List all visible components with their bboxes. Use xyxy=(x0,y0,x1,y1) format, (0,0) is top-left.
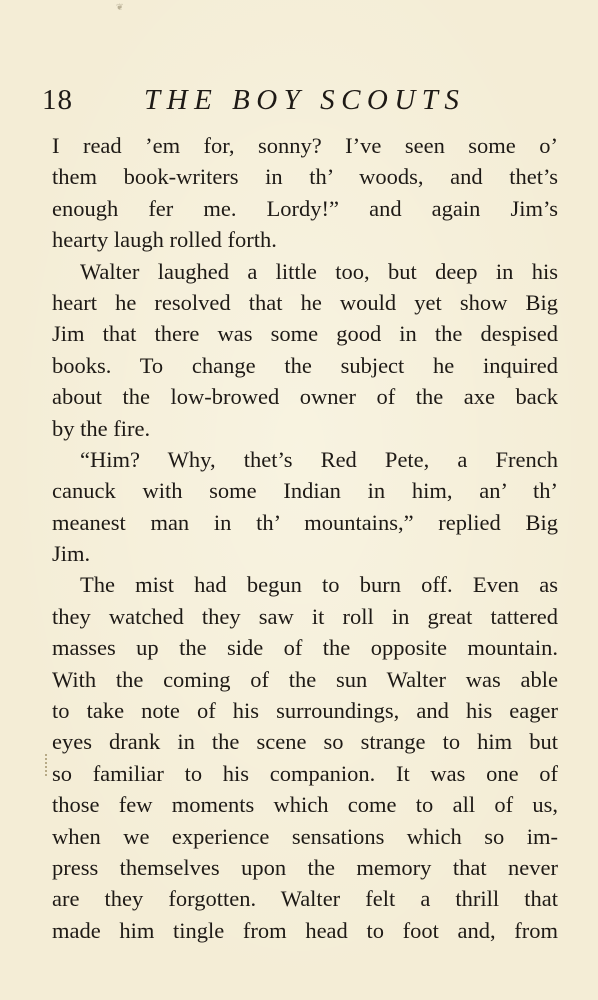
margin-mark xyxy=(45,754,51,776)
text-line: enough fer me. Lordy!” and again Jim’s xyxy=(52,195,558,221)
text-line: made him tingle from head to foot and, from xyxy=(52,917,558,943)
text-line: eyes drank in the scene so strange to him but xyxy=(52,729,558,755)
text-line: so familiar to his companion. It was one of xyxy=(52,760,558,786)
text-line: press themselves upon the memory that never xyxy=(52,854,558,880)
text-line: canuck with some Indian in him, an’ th’ xyxy=(52,478,558,504)
text-line: masses up the side of the opposite mountain. xyxy=(52,635,558,661)
text-line: heart he resolved that he would yet show Big xyxy=(52,289,558,315)
text-line: those few moments which come to all of us, xyxy=(52,792,558,818)
running-head xyxy=(42,82,472,118)
text-line: Jim. xyxy=(52,541,91,567)
text-line: books. To change the subject he inquired xyxy=(52,352,558,378)
page-number: 18 xyxy=(42,84,73,116)
print-mark-icon: ❦ xyxy=(116,2,124,12)
text-line: them book-writers in th’ woods, and thet’s xyxy=(52,164,558,190)
running-title: THE BOY SCOUTS xyxy=(144,84,466,116)
text-line: when we experience sensations which so im- xyxy=(52,823,558,849)
text-line: meanest man in th’ mountains,” replied Big xyxy=(52,509,558,535)
text-line: With the coming of the sun Walter was able xyxy=(52,666,558,692)
text-line: to take note of his surroundings, and his eager xyxy=(52,698,558,724)
text-line: The mist had begun to burn off. Even as xyxy=(80,572,558,598)
text-line: hearty laugh rolled forth. xyxy=(52,227,277,253)
body-text xyxy=(52,130,558,946)
text-line: “Him? Why, thet’s Red Pete, a French xyxy=(80,446,558,472)
text-line: Walter laughed a little too, but deep in his xyxy=(80,258,558,284)
text-line: they watched they saw it roll in great tattered xyxy=(52,603,558,629)
text-line: Jim that there was some good in the despised xyxy=(52,321,558,347)
text-line: by the fire. xyxy=(52,415,151,441)
text-line: about the low-browed owner of the axe back xyxy=(52,384,558,410)
text-line: I read ’em for, sonny? I’ve seen some o’ xyxy=(52,133,558,158)
text-line: are they forgotten. Walter felt a thrill that xyxy=(52,886,558,912)
